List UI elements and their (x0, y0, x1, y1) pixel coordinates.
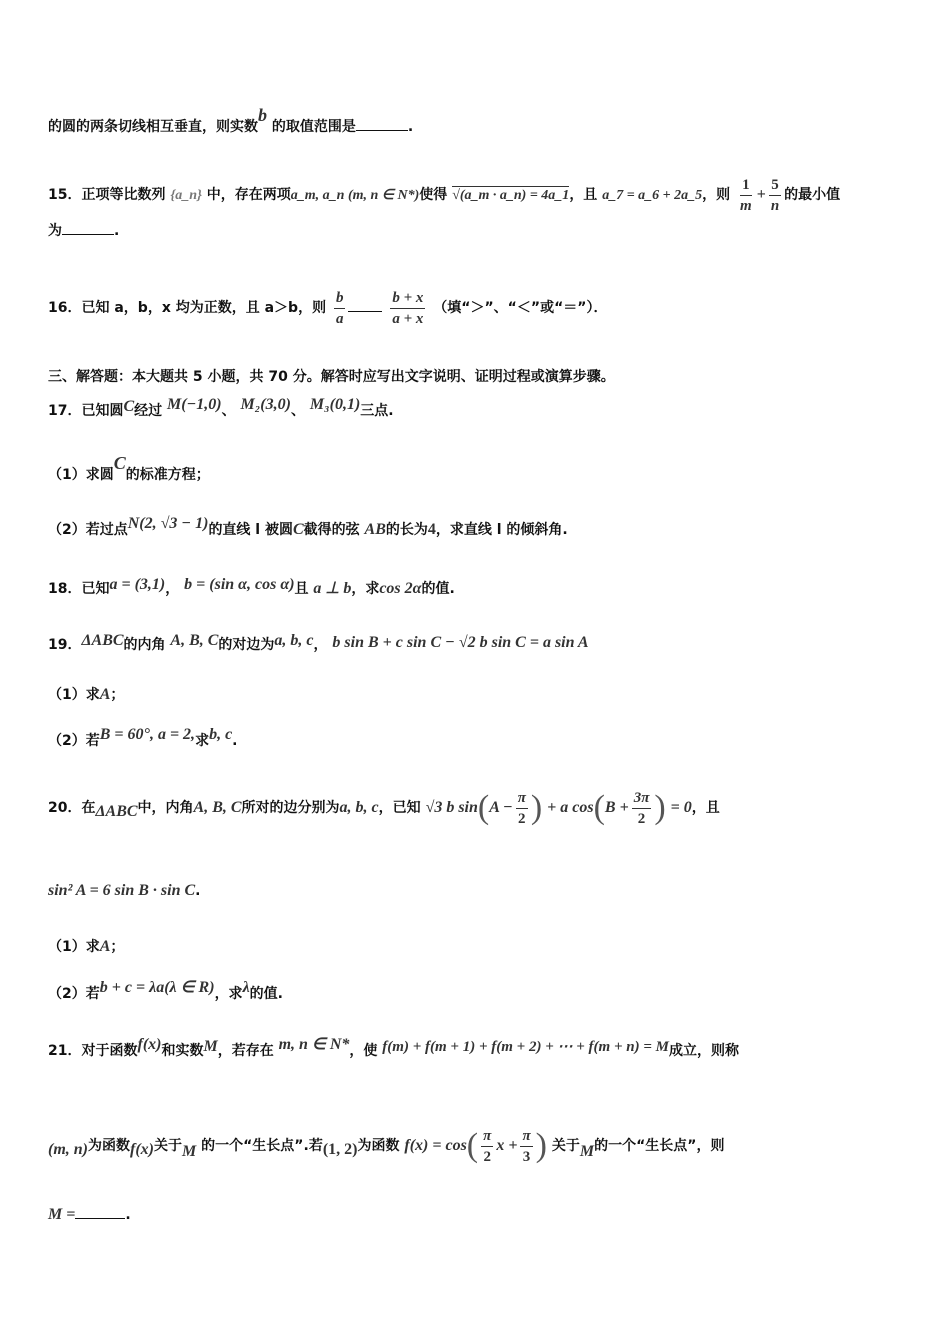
q14-line: 的圆的两条切线相互垂直，则实数b 的取值范围是 . (48, 105, 414, 135)
section-3-header: 三、解答题：本大题共 5 小题，共 70 分。解答时应写出文字说明、证明过程或演算步骤。 (48, 369, 615, 385)
question-19-part-2: （2）若B = 60°, a = 2,求b, c. (48, 726, 238, 749)
fraction-5-n: $\frac{5}{n}$ (770, 176, 780, 214)
question-20-part-1: （1）求A； (48, 938, 125, 955)
question-21-line-3: M = . (48, 1206, 131, 1223)
question-15: 15．正项等比数列 {a_n} 中，存在两项a_m, a_n (m, n ∈ N*)使得 √(a_m · a_n) = 4a_1，且 a_7 = a_6 + 2a_5，则 $\frac{1}{m}$ + $\frac{5}{n}$ 的最小值 (48, 176, 841, 214)
answer-blank[interactable] (348, 297, 382, 312)
fraction-b-a: $\frac{b}{a}$ (335, 289, 344, 327)
question-20: 20．在ΔABC中，内角A, B, C所对的边分别为a, b, c，已知 √3 b sin(A − $\frac{\pi}{2}$ ) + a cos(B + $\frac{3\pi}{2}$ ) = 0，且 (48, 789, 720, 827)
question-21-line-2: (m, n)为函数f(x)关于M 的一个“生长点”.若(1, 2)为函数 f(x) = cos( $\frac{\pi}{2}$ x + $\frac{\pi}{3}$ ) 关于M的一个“生长点”，则 (48, 1127, 725, 1165)
answer-blank[interactable] (62, 220, 114, 235)
question-20-part-2: （2）若b + c = λa(λ ∈ R)，求λ的值. (48, 979, 283, 1002)
fraction-bx-ax: $\frac{b + x}{a + x}$ (392, 289, 424, 327)
question-16: 16．已知 a，b，x 均为正数，且 a＞b，则 $\frac{b}{a}$ $\frac{b + x}{a + x}$ （填“＞”、“＜”或“＝”）． (48, 289, 608, 327)
question-17: 17．已知圆C经过 M(−1,0)、 M₂(3,0)、 M₃(0,1)三点. (48, 396, 394, 419)
answer-blank[interactable] (75, 1204, 125, 1219)
question-17-part-1: （1）求圆C的标准方程； (48, 453, 210, 483)
question-17-part-2: （2）若过点N(2, √3 − 1)的直线 l 被圆C截得的弦 AB的长为4，求直线 l 的倾斜角. (48, 515, 568, 538)
question-15-cont: 为 . (48, 220, 119, 242)
question-20-cond: sin² A = 6 sin B · sin C. (48, 882, 201, 899)
fraction-1-m: $\frac{1}{m}$ (740, 176, 752, 214)
question-19: 19．ΔABC的内角 A, B, C的对边为a, b, c， b sin B + c sin C − √2 b sin C = a sin A (48, 632, 589, 653)
answer-blank[interactable] (356, 116, 408, 131)
question-18: 18．已知a = (3,1)， b = (sin α, cos α)且 a ⊥ b，求cos 2α的值. (48, 576, 455, 597)
question-21: 21．对于函数f(x)和实数M，若存在 m, n ∈ N*，使 f(m) + f(m + 1) + f(m + 2) + ⋯ + f(m + n) = M成立，则称 (48, 1036, 739, 1059)
question-19-part-1: （1）求A； (48, 686, 125, 703)
